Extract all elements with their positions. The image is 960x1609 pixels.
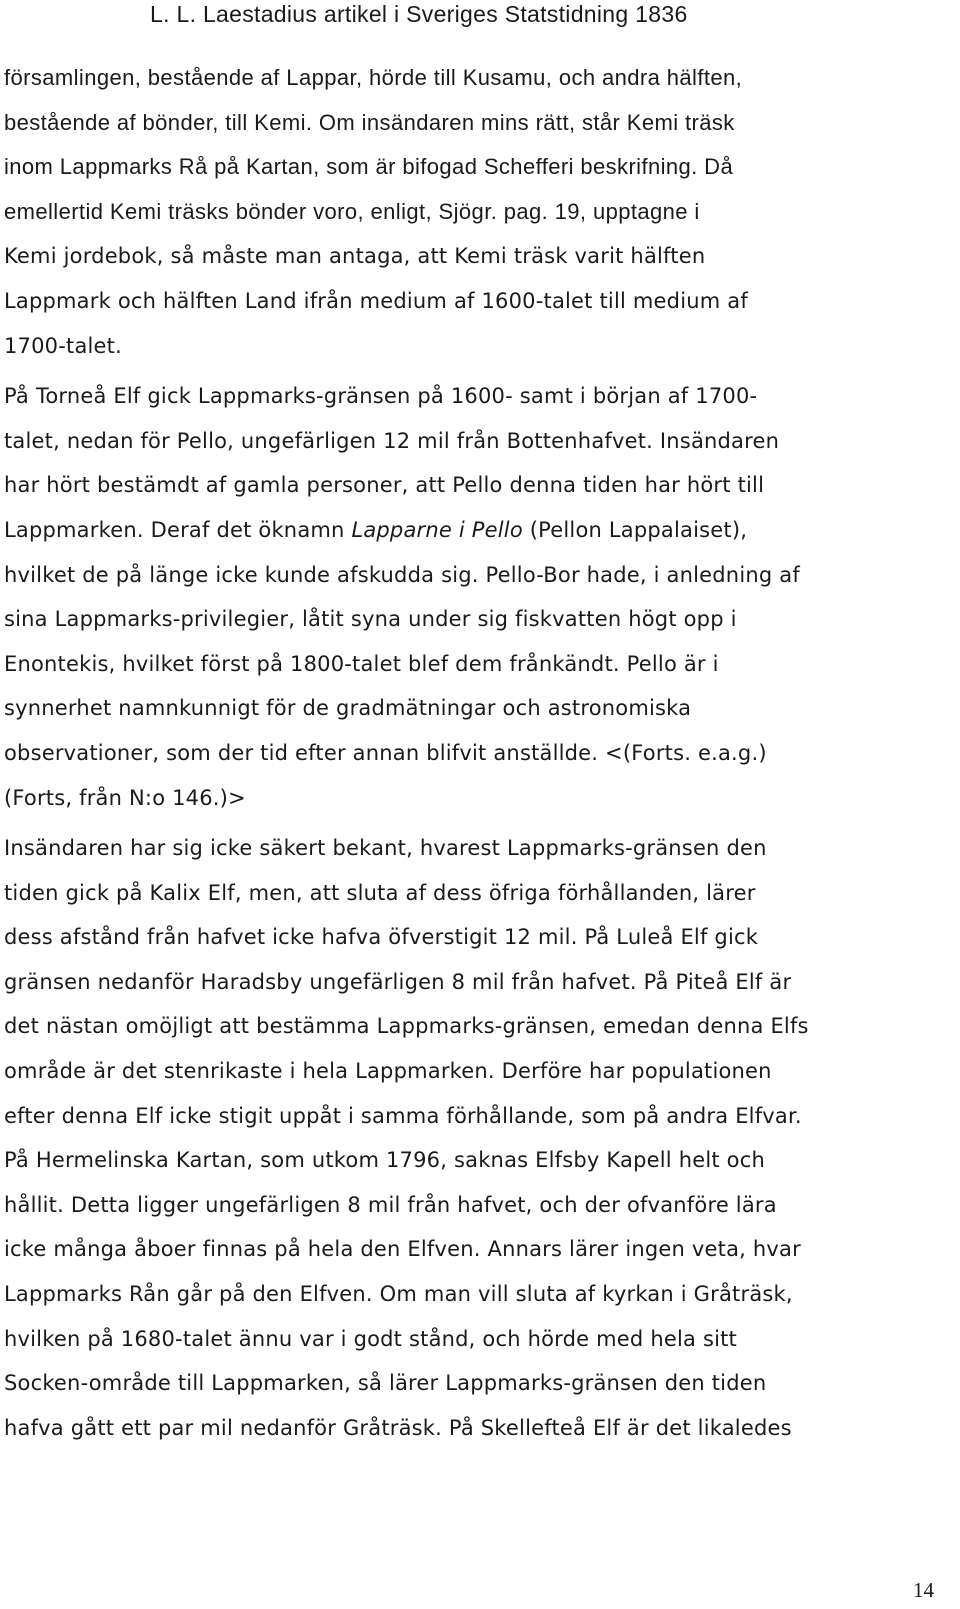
text-line: På Hermelinska Kartan, som utkom 1796, saknas Elfsby Kapell helt och	[4, 1148, 765, 1173]
text-line: bestående af bönder, till Kemi. Om insändaren mins rätt, står Kemi träsk	[4, 109, 735, 135]
text-line: (Forts, från N:o 146.)>	[4, 785, 246, 810]
text-line: Lappmark och hälften Land ifrån medium af 1600-talet till medium af	[4, 288, 748, 313]
page-number: 14	[913, 1578, 934, 1602]
text-line: sina Lappmarks-privilegier, låtit syna under sig fiskvatten högt opp i	[4, 607, 737, 632]
text-line: område är det stenrikaste i hela Lappmarken. Derföre har populationen	[4, 1059, 772, 1084]
text-line: tiden gick på Kalix Elf, men, att sluta af dess öfriga förhållanden, lärer	[4, 880, 756, 905]
text-segment: Lappmarken. Deraf det öknamn	[4, 517, 352, 542]
text-line: hvilken på 1680-talet ännu var i godt stånd, och hörde med hela sitt	[4, 1326, 737, 1351]
text-line: inom Lappmarks Rå på Kartan, som är bifogad Schefferi beskrifning. Då	[4, 154, 734, 180]
text-line: observationer, som der tid efter annan blifvit anställde. <(Forts. e.a.g.)	[4, 740, 767, 765]
text-line: emellertid Kemi träsks bönder voro, enligt, Sjögr. pag. 19, upptagne i	[4, 198, 700, 224]
text-line: talet, nedan för Pello, ungefärligen 12 mil från Bottenhafvet. Insändaren	[4, 428, 780, 453]
text-line: efter denna Elf icke stigit uppåt i samma förhållande, som på andra Elfvar.	[4, 1103, 802, 1128]
document-header: L. L. Laestadius artikel i Sveriges Statstidning 1836	[150, 1, 688, 27]
text-line: dess afstånd från hafvet icke hafva öfverstigit 12 mil. På Luleå Elf gick	[4, 925, 759, 950]
text-line: Enontekis, hvilket först på 1800-talet blef dem frånkändt. Pello är i	[4, 651, 719, 676]
text-line: församlingen, bestående af Lappar, hörde till Kusamu, och andra hälften,	[4, 65, 743, 90]
paragraph-3	[4, 826, 944, 1450]
text-line: synnerhet namnkunnigt för de gradmätningar och astronomiska	[4, 696, 692, 721]
text-line: har hört bestämdt af gamla personer, att Pello denna tiden har hört till	[4, 473, 765, 498]
text-line: På Torneå Elf gick Lappmarks-gränsen på 1600- samt i början af 1700-	[4, 384, 758, 409]
text-line: hafva gått ett par mil nedanför Gråträsk. På Skellefteå Elf är det likaledes	[4, 1415, 792, 1440]
text-line: Socken-område till Lappmarken, så lärer Lappmarks-gränsen den tiden	[4, 1371, 767, 1396]
article-body	[4, 56, 944, 1456]
text-line: Lappmarks Rån går på den Elfven. Om man vill sluta af kyrkan i Gråträsk,	[4, 1282, 793, 1307]
text-segment: (Pellon Lappalaiset),	[522, 517, 748, 542]
paragraph-1	[4, 56, 944, 368]
text-line: Insändaren har sig icke säkert bekant, hvarest Lappmarks-gränsen den	[4, 836, 767, 861]
paragraph-2	[4, 374, 944, 820]
text-line: det nästan omöjligt att bestämma Lappmarks-gränsen, emedan denna Elfs	[4, 1014, 809, 1039]
text-line-with-italic	[4, 508, 944, 553]
text-line: Kemi jordebok, så måste man antaga, att Kemi träsk varit hälften	[4, 244, 706, 269]
italic-phrase: Lapparne i Pello	[351, 517, 523, 542]
text-line: hvilket de på länge icke kunde afskudda sig. Pello-Bor hade, i anledning af	[4, 562, 800, 587]
text-line: gränsen nedanför Haradsby ungefärligen 8 mil från hafvet. På Piteå Elf är	[4, 969, 792, 994]
text-line: hållit. Detta ligger ungefärligen 8 mil från hafvet, och der ofvanföre lära	[4, 1192, 777, 1217]
text-line: 1700-talet.	[4, 333, 122, 358]
text-line: icke många åboer finnas på hela den Elfven. Annars lärer ingen veta, hvar	[4, 1237, 801, 1262]
